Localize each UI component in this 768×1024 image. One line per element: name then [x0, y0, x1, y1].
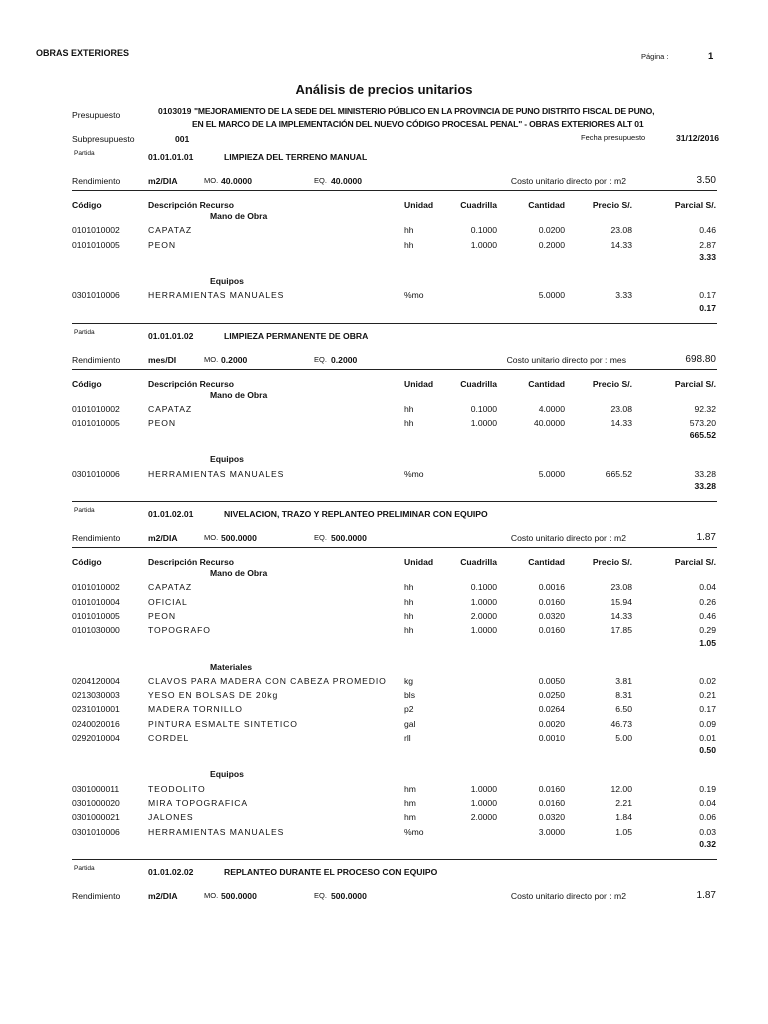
resource-cantidad: 0.0160	[538, 797, 565, 808]
resource-precio: 14.33	[610, 418, 632, 429]
section-divider	[72, 859, 717, 860]
group-name: Mano de Obra	[210, 389, 268, 400]
resource-precio: 15.94	[610, 596, 632, 607]
group-subtotal: 33.28	[694, 481, 716, 491]
resource-desc: MIRA TOPOGRAFICA	[148, 797, 249, 808]
resource-precio: 14.33	[610, 610, 632, 621]
resource-desc: PEON	[148, 610, 176, 621]
resource-unit: hh	[404, 582, 414, 593]
resource-desc: PEON	[148, 418, 176, 429]
resource-parcial: 0.04	[699, 797, 716, 808]
resource-code: 0101030000	[72, 625, 120, 636]
resource-cuadrilla: 0.1000	[470, 225, 497, 236]
col-precio: Precio S/.	[592, 200, 632, 210]
resource-unit: hm	[404, 783, 416, 794]
costo-unitario-value: 1.87	[696, 889, 716, 901]
resource-code: 0240020016	[72, 718, 120, 729]
resource-code: 0292010004	[72, 733, 120, 743]
group-subtotal: 665.52	[689, 430, 716, 441]
resource-unit: hm	[404, 797, 416, 808]
col-codigo: Código	[72, 378, 102, 389]
group-name: Mano de Obra	[210, 211, 268, 221]
resource-unit: p2	[404, 704, 414, 715]
resource-code: 0301010006	[72, 468, 120, 479]
group-name: Equipos	[210, 769, 244, 780]
resource-parcial: 0.19	[699, 783, 716, 794]
presupuesto-code: 0103019	[158, 106, 192, 116]
rendimiento-label: Rendimiento	[72, 533, 121, 543]
mo-value: 0.2000	[221, 354, 248, 365]
col-descripcion: Descripción Recurso	[148, 557, 234, 567]
subpresupuesto-code: 001	[175, 134, 190, 144]
partida-code: 01.01.01.01	[148, 152, 194, 162]
eq-label: EQ.	[314, 533, 327, 542]
col-descripcion: Descripción Recurso	[148, 378, 234, 389]
col-parcial: Parcial S/.	[674, 378, 716, 389]
resource-cuadrilla: 2.0000	[470, 812, 497, 823]
col-codigo: Código	[72, 557, 102, 567]
resource-precio: 5.00	[615, 733, 632, 743]
col-unidad: Unidad	[404, 200, 434, 210]
resource-parcial: 0.46	[699, 225, 716, 236]
resource-cantidad: 0.0320	[538, 812, 565, 823]
resource-cantidad: 0.0010	[538, 733, 565, 743]
resource-desc: CAPATAZ	[148, 403, 193, 414]
page-number: 1	[708, 51, 714, 62]
resource-desc: OFICIAL	[148, 596, 188, 607]
section-divider	[72, 190, 717, 191]
partida-code: 01.01.01.02	[148, 330, 194, 341]
resource-cantidad: 4.0000	[538, 403, 565, 414]
resource-desc: CLAVOS PARA MADERA CON CABEZA PROMEDIO	[148, 675, 387, 686]
resource-desc: HERRAMIENTAS MANUALES	[148, 826, 285, 837]
presupuesto-label: Presupuesto	[72, 110, 121, 120]
resource-parcial: 0.03	[699, 826, 716, 837]
costo-unitario-value: 1.87	[696, 532, 716, 543]
resource-precio: 12.00	[610, 783, 632, 794]
mo-label: MO.	[204, 533, 219, 542]
resource-desc: CORDEL	[148, 733, 190, 743]
resource-cantidad: 0.0050	[538, 675, 565, 686]
resource-parcial: 0.02	[699, 675, 716, 686]
resource-precio: 1.05	[615, 826, 632, 837]
group-subtotal: 0.50	[699, 745, 716, 756]
resource-code: 0101010005	[72, 418, 120, 429]
costo-unitario-value: 3.50	[696, 175, 716, 186]
rendimiento-label: Rendimiento	[72, 354, 121, 365]
resource-parcial: 0.06	[699, 812, 716, 823]
resource-precio: 23.08	[610, 582, 632, 593]
resource-precio: 14.33	[610, 239, 632, 250]
resource-unit: hm	[404, 812, 416, 823]
rendimiento-unit: m2/DIA	[148, 176, 178, 186]
resource-desc: HERRAMIENTAS MANUALES	[148, 290, 285, 301]
resource-parcial: 0.26	[699, 596, 716, 607]
group-name: Mano de Obra	[210, 568, 268, 578]
col-descripcion: Descripción Recurso	[148, 200, 234, 210]
group-subtotal: 0.32	[699, 838, 716, 849]
resource-parcial: 0.04	[699, 582, 716, 593]
mo-value: 500.0000	[221, 890, 257, 901]
resource-cantidad: 3.0000	[538, 826, 565, 837]
costo-unitario-label: Costo unitario directo por : m2	[510, 176, 626, 186]
group-name: Equipos	[210, 454, 244, 465]
resource-code: 0101010002	[72, 582, 120, 593]
mo-value: 40.0000	[221, 176, 253, 186]
mo-label: MO.	[204, 176, 219, 185]
resource-unit: hh	[404, 596, 414, 607]
resource-cuadrilla: 1.0000	[470, 797, 497, 808]
resource-cuadrilla: 0.1000	[470, 403, 497, 414]
resource-desc: PEON	[148, 239, 176, 250]
resource-unit: hh	[404, 403, 414, 414]
resource-cuadrilla: 1.0000	[470, 783, 497, 794]
partida-label: Partida	[74, 328, 95, 336]
resource-parcial: 0.46	[699, 610, 716, 621]
group-name: Materiales	[210, 661, 253, 672]
company-name: OBRAS EXTERIORES	[36, 48, 130, 58]
eq-value: 500.0000	[331, 890, 367, 901]
partida-label: Partida	[74, 507, 95, 514]
section-divider	[72, 369, 717, 370]
fecha-presupuesto: 31/12/2016	[676, 133, 720, 143]
resource-unit: gal	[404, 718, 416, 729]
presupuesto-desc-1: "MEJORAMIENTO DE LA SEDE DEL MINISTERIO PÚBLICO EN LA PROVINCIA DE PUNO DISTRITO FISCAL DE PUNO,	[194, 106, 655, 116]
col-cuadrilla: Cuadrilla	[460, 378, 497, 389]
resource-desc: TOPOGRAFO	[148, 625, 211, 636]
resource-code: 0101010002	[72, 225, 120, 236]
resource-unit: hh	[404, 610, 414, 621]
resource-code: 0301010006	[72, 290, 120, 301]
col-cantidad: Cantidad	[528, 378, 565, 389]
partida-label: Partida	[74, 150, 95, 157]
rendimiento-unit: m2/DIA	[148, 533, 178, 543]
resource-cantidad: 0.0250	[538, 690, 565, 701]
resource-unit: hh	[404, 239, 414, 250]
resource-parcial: 0.09	[699, 718, 716, 729]
resource-precio: 23.08	[610, 225, 632, 236]
group-subtotal: 1.05	[699, 637, 716, 648]
rendimiento-unit: m2/DIA	[148, 890, 178, 901]
resource-cantidad: 0.0320	[538, 610, 565, 621]
col-cuadrilla: Cuadrilla	[460, 200, 497, 210]
resource-precio: 46.73	[610, 718, 632, 729]
resource-parcial: 0.29	[699, 625, 716, 636]
resource-code: 0301000011	[72, 783, 120, 794]
resource-parcial: 33.28	[694, 468, 716, 479]
mo-label: MO.	[204, 890, 219, 900]
resource-precio: 3.33	[615, 290, 632, 301]
resource-parcial: 0.01	[699, 733, 716, 743]
resource-cantidad: 40.0000	[533, 418, 565, 429]
resource-desc: JALONES	[148, 812, 194, 823]
resource-desc: MADERA TORNILLO	[148, 704, 243, 715]
resource-unit: hh	[404, 418, 414, 429]
resource-cantidad: 0.0264	[538, 704, 565, 715]
col-parcial: Parcial S/.	[674, 557, 716, 567]
costo-unitario-value: 698.80	[685, 353, 716, 365]
resource-code: 0301000021	[72, 812, 120, 823]
resource-unit: rll	[404, 733, 411, 743]
eq-value: 40.0000	[331, 176, 363, 186]
subpresupuesto-label: Subpresupuesto	[72, 134, 135, 144]
resource-desc: TEODOLITO	[148, 783, 206, 794]
eq-label: EQ.	[314, 890, 327, 900]
resource-cantidad: 0.0160	[538, 596, 565, 607]
resource-parcial: 0.17	[699, 290, 716, 301]
costo-unitario-label: Costo unitario directo por : m2	[510, 890, 626, 901]
eq-label: EQ.	[314, 176, 327, 185]
eq-value: 500.0000	[331, 533, 367, 543]
rendimiento-unit: mes/DI	[148, 354, 177, 365]
col-cantidad: Cantidad	[528, 200, 565, 210]
section-divider	[72, 501, 717, 502]
rendimiento-label: Rendimiento	[72, 176, 121, 186]
resource-code: 0231010001	[72, 704, 120, 715]
resource-code: 0301000020	[72, 797, 120, 808]
resource-cantidad: 0.0200	[538, 225, 565, 236]
resource-cantidad: 5.0000	[538, 468, 565, 479]
mo-value: 500.0000	[221, 533, 257, 543]
resource-cantidad: 0.2000	[538, 239, 565, 250]
costo-unitario-label: Costo unitario directo por : m2	[510, 533, 626, 543]
group-subtotal: 0.17	[699, 302, 716, 313]
resource-desc: PINTURA ESMALTE SINTETICO	[148, 718, 298, 729]
resource-parcial: 573.20	[689, 418, 716, 429]
col-precio: Precio S/.	[592, 378, 632, 389]
resource-cuadrilla: 1.0000	[470, 239, 497, 250]
resource-cuadrilla: 1.0000	[470, 418, 497, 429]
eq-label: EQ.	[314, 354, 327, 364]
mo-label: MO.	[204, 354, 219, 364]
resource-precio: 23.08	[610, 403, 632, 414]
partida-name: REPLANTEO DURANTE EL PROCESO CON EQUIPO	[224, 866, 438, 877]
resource-cuadrilla: 0.1000	[470, 582, 497, 593]
resource-parcial: 0.21	[699, 690, 716, 701]
resource-precio: 665.52	[605, 468, 632, 479]
col-unidad: Unidad	[404, 378, 434, 389]
presupuesto-desc-2: EN EL MARCO DE LA IMPLEMENTACIÓN DEL NUEVO CÓDIGO PROCESAL PENAL" - OBRAS EXTERIORES ALT 01	[192, 119, 644, 129]
partida-name: LIMPIEZA PERMANENTE DE OBRA	[224, 330, 369, 341]
resource-code: 0204120004	[72, 675, 120, 686]
resource-cuadrilla: 1.0000	[470, 625, 497, 636]
resource-cuadrilla: 2.0000	[470, 610, 497, 621]
resource-precio: 6.50	[615, 704, 632, 715]
section-divider	[72, 547, 717, 548]
resource-code: 0101010002	[72, 403, 120, 414]
resource-unit: hh	[404, 625, 414, 636]
col-parcial: Parcial S/.	[674, 200, 716, 210]
resource-parcial: 92.32	[694, 403, 716, 414]
resource-unit: %mo	[404, 826, 424, 837]
resource-desc: CAPATAZ	[148, 225, 193, 236]
resource-unit: %mo	[404, 468, 424, 479]
resource-code: 0301010006	[72, 826, 120, 837]
costo-unitario-label: Costo unitario directo por : mes	[506, 354, 626, 365]
resource-cantidad: 0.0020	[538, 718, 565, 729]
rendimiento-label: Rendimiento	[72, 890, 121, 901]
resource-parcial: 2.87	[699, 239, 716, 250]
resource-unit: kg	[404, 675, 414, 686]
page-label: Página :	[641, 52, 669, 61]
partida-code: 01.01.02.02	[148, 866, 194, 877]
section-divider	[72, 323, 717, 324]
partida-name: NIVELACION, TRAZO Y REPLANTEO PRELIMINAR CON EQUIPO	[224, 509, 488, 519]
col-cantidad: Cantidad	[528, 557, 565, 567]
resource-precio: 1.84	[615, 812, 632, 823]
resource-code: 0101010004	[72, 596, 120, 607]
col-codigo: Código	[72, 200, 102, 210]
partida-code: 01.01.02.01	[148, 509, 194, 519]
resource-unit: bls	[404, 690, 415, 701]
group-name: Equipos	[210, 275, 244, 286]
resource-cantidad: 0.0016	[538, 582, 565, 593]
resource-cuadrilla: 1.0000	[470, 596, 497, 607]
resource-desc: HERRAMIENTAS MANUALES	[148, 468, 285, 479]
resource-desc: CAPATAZ	[148, 582, 193, 593]
resource-precio: 17.85	[610, 625, 632, 636]
group-subtotal: 3.33	[699, 251, 716, 262]
col-precio: Precio S/.	[592, 557, 632, 567]
partida-label: Partida	[74, 864, 95, 872]
resource-code: 0101010005	[72, 610, 120, 621]
resource-unit: hh	[404, 225, 414, 236]
resource-parcial: 0.17	[699, 704, 716, 715]
resource-cantidad: 0.0160	[538, 625, 565, 636]
resource-precio: 3.81	[615, 675, 632, 686]
partida-name: LIMPIEZA DEL TERRENO MANUAL	[224, 152, 368, 162]
resource-code: 0101010005	[72, 239, 120, 250]
page-title: Análisis de precios unitarios	[295, 82, 473, 97]
resource-code: 0213030003	[72, 690, 120, 701]
col-cuadrilla: Cuadrilla	[460, 557, 497, 567]
resource-precio: 8.31	[615, 690, 632, 701]
resource-desc: YESO EN BOLSAS DE 20kg	[148, 690, 279, 701]
fecha-label: Fecha presupuesto	[581, 133, 646, 142]
eq-value: 0.2000	[331, 354, 358, 365]
col-unidad: Unidad	[404, 557, 434, 567]
resource-cantidad: 0.0160	[538, 783, 565, 794]
resource-precio: 2.21	[615, 797, 632, 808]
resource-unit: %mo	[404, 290, 424, 301]
resource-cantidad: 5.0000	[538, 290, 565, 301]
